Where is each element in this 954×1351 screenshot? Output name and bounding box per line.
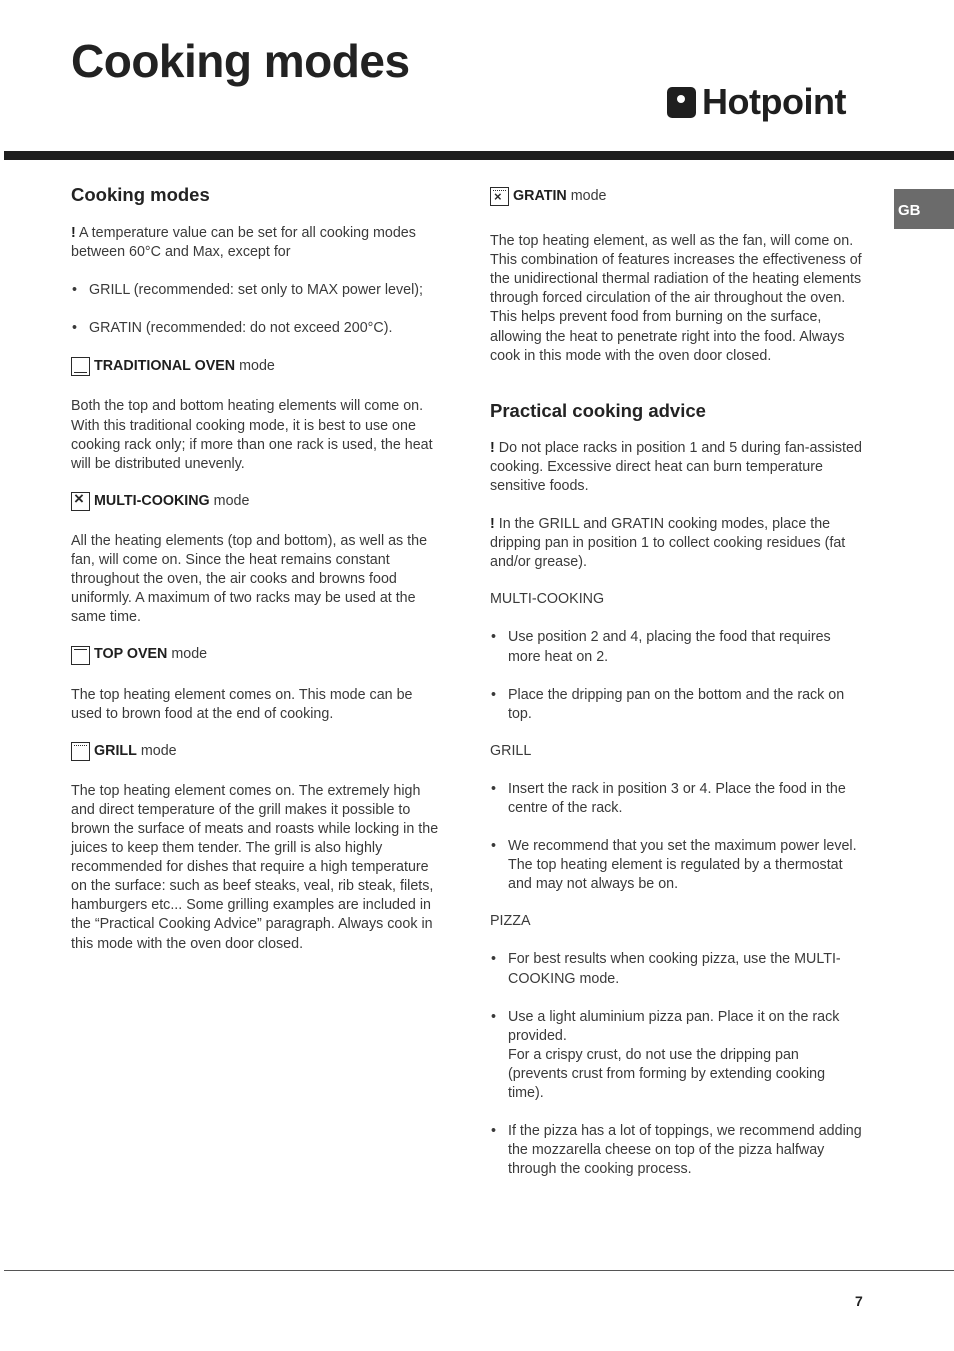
language-tab: GB — [894, 189, 954, 229]
left-column — [71, 183, 446, 954]
warning-mark: ! — [490, 439, 495, 456]
advice-note: ! In the GRILL and GRATIN cooking modes, place the dripping pan in position 1 to collect cooking residues (fat and/or grease). — [490, 516, 846, 571]
list-item: • GRILL (recommended: set only to MAX power level); — [71, 281, 446, 300]
advice-section-label: GRILL — [490, 742, 532, 759]
grill-icon — [71, 742, 90, 761]
mode-title-traditional-oven: TRADITIONAL OVEN mode — [71, 357, 446, 376]
list-item: • For best results when cooking pizza, use the MULTI-COOKING mode. — [490, 950, 862, 988]
mode-title-top-oven: TOP OVEN mode — [71, 645, 446, 664]
mode-description: All the heating elements (top and bottom), as well as the fan, will come on. Since the heat remains constant throughout the oven, the air cooks and browns food uniformly. A maximum of two racks may be used at the same time. — [71, 532, 428, 626]
mode-title-multi-cooking: × MULTI-COOKING mode — [71, 492, 446, 511]
mode-title-grill: GRILL mode — [71, 742, 446, 761]
advice-list — [490, 950, 862, 1179]
list-item-extra: For a crispy crust, do not use the dripping pan (prevents crust from forming by extending cooking time). — [508, 1046, 826, 1101]
list-item: • Use position 2 and 4, placing the food that requires more heat on 2. — [490, 628, 862, 666]
list-item: • If the pizza has a lot of toppings, we recommend adding the mozzarella cheese on top of the pizza halfway through the cooking process. — [490, 1122, 862, 1179]
list-item: • GRATIN (recommended: do not exceed 200°C). — [71, 319, 446, 338]
list-item: • Insert the rack in position 3 or 4. Place the food in the centre of the rack. — [490, 780, 862, 818]
header-divider — [4, 151, 954, 160]
right-column — [490, 187, 862, 1179]
list-item: • We recommend that you set the maximum power level. The top heating element is regulated by a thermostat and may not always be on. — [490, 837, 862, 894]
footer-divider — [4, 1270, 954, 1271]
section-heading-cooking-modes: Cooking modes — [71, 184, 210, 205]
advice-list — [490, 780, 862, 894]
top-oven-icon — [71, 646, 90, 665]
brand-name: Hotpoint — [702, 81, 846, 122]
advice-section-label: PIZZA — [490, 913, 531, 930]
hotpoint-logo-icon — [667, 87, 696, 118]
traditional-oven-icon — [71, 357, 90, 376]
page-number: 7 — [855, 1293, 863, 1309]
mode-description: The top heating element comes on. This mode can be used to brown food at the end of cooking. — [71, 686, 413, 722]
list-item: • Use a light aluminium pizza pan. Place it on the rack provided. For a crispy crust, do not use the dripping pan (prevents crust from forming by extending cooking time). — [490, 1008, 862, 1103]
mode-description: Both the top and bottom heating elements will come on. With this traditional cooking mode, it is best to use one cooking rack only; if more than one rack is used, the heat will be distributed unevenly. — [71, 398, 433, 472]
gratin-icon — [490, 187, 509, 206]
temperature-note: ! A temperature value can be set for all cooking modes between 60°C and Max, except for — [71, 225, 416, 261]
advice-list — [490, 628, 862, 723]
warning-mark: ! — [71, 225, 76, 241]
limits-list — [71, 281, 446, 338]
mode-title-gratin: × GRATIN mode — [490, 187, 862, 206]
page-title: Cooking modes — [71, 35, 410, 87]
advice-note: ! Do not place racks in position 1 and 5 during fan-assisted cooking. Excessive direct heat can burn temperature sensitive foods. — [490, 439, 862, 494]
brand-logo — [667, 81, 846, 122]
advice-section-label: MULTI-COOKING — [490, 591, 605, 608]
section-heading-practical-advice: Practical cooking advice — [490, 399, 706, 421]
multi-cooking-icon — [71, 492, 90, 511]
mode-description: The top heating element comes on. The extremely high and direct temperature of the grill makes it possible to brown the surface of meats and roasts while locking in the juices to keep them tender. The grill is also highly recommended for dishes that require a high temperature on the surface: such as beef steaks, veal, rib steak, filets, hamburgers etc... Some grilling examples are included in the “Practical Cooking Advice” paragraph. Always cook in this mode with the oven door closed. — [71, 782, 439, 952]
warning-mark: ! — [490, 516, 495, 533]
mode-description: The top heating element, as well as the fan, will come on. This combination of features increases the effectiveness of the unidirectional thermal radiation of the heating elements through forced circulation of the air throughout the oven. This helps prevent food from burning on the surface, allowing the heat to penetrate right into the food. Always cook in this mode with the oven door closed. — [490, 233, 862, 364]
list-item: • Place the dripping pan on the bottom and the rack on top. — [490, 686, 862, 724]
